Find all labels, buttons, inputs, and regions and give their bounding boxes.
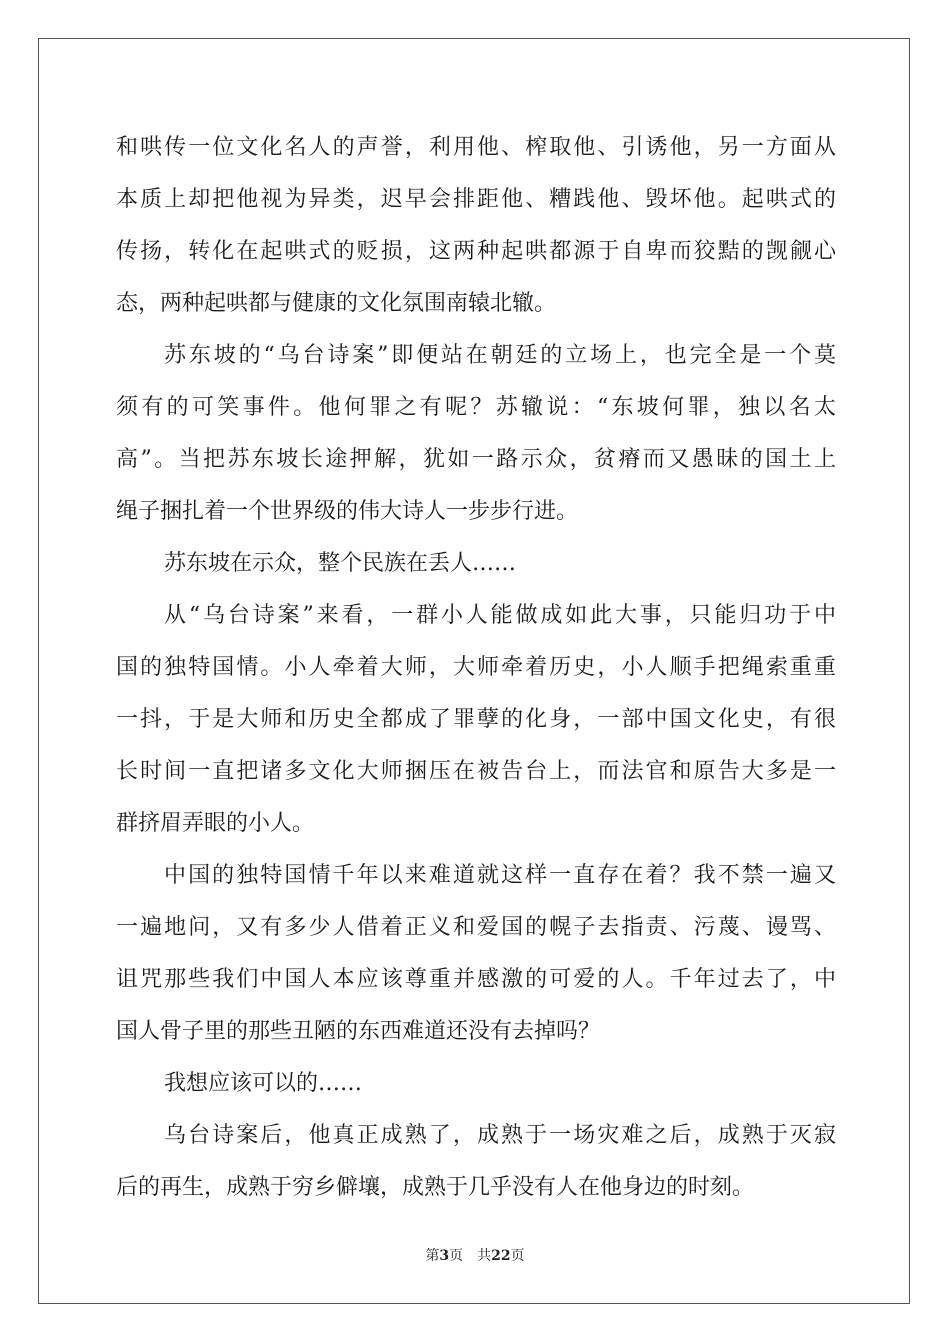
- total-pages: 22: [491, 1248, 511, 1264]
- text-line: 乌台诗案后，他真正成熟了，成熟于一场灾难之后，成熟于灭寂: [164, 1123, 836, 1148]
- total-prefix: 共: [477, 1248, 492, 1264]
- page-suffix: 页: [449, 1248, 464, 1264]
- page-prefix: 第: [425, 1248, 440, 1264]
- paragraph-6: [116, 1058, 836, 1110]
- paragraph-5: [116, 850, 836, 1058]
- paragraph-2: [116, 330, 836, 538]
- page-footer: [0, 1245, 950, 1265]
- text-line: 中国的独特国情千年以来难道就这样一直存在着？我不禁一遍又: [164, 863, 836, 888]
- paragraph-1: [116, 122, 836, 330]
- paragraph-4: [116, 590, 836, 850]
- text-line: 苏东坡的“乌台诗案”即便站在朝廷的立场上，也完全是一个莫: [164, 343, 836, 368]
- text-line: 长时间一直把诸多文化大师捆压在被告台上，而法官和原告大多是一: [116, 759, 836, 784]
- total-suffix: 页: [510, 1248, 525, 1264]
- text-line: 我想应该可以的……: [164, 1071, 363, 1096]
- document-body: [116, 122, 836, 1214]
- text-line: 一遍地问，又有多少人借着正义和爱国的幌子去指责、污蔑、谩骂、: [116, 915, 836, 940]
- text-line: 从“乌台诗案”来看，一群小人能做成如此大事，只能归功于中: [164, 603, 836, 628]
- text-line: 国的独特国情。小人牵着大师，大师牵着历史，小人顺手把绳索重重: [116, 655, 836, 680]
- text-line: 态，两种起哄都与健康的文化氛围南辕北辙。: [116, 291, 557, 316]
- text-line: 后的再生，成熟于穷乡僻壤，成熟于几乎没有人在他身边的时刻。: [116, 1175, 755, 1200]
- text-line: 苏东坡在示众，整个民族在丢人……: [164, 551, 517, 576]
- text-line: 传扬，转化在起哄式的贬损，这两种起哄都源于自卑而狡黠的觊觎心: [116, 239, 836, 264]
- text-line: 群挤眉弄眼的小人。: [116, 811, 315, 836]
- paragraph-3: [116, 538, 836, 590]
- text-line: 高”。当把苏东坡长途押解，犹如一路示众，贫瘠而又愚昧的国土上: [116, 447, 836, 472]
- page-number: 3: [439, 1248, 450, 1264]
- text-line: 国人骨子里的那些丑陋的东西难道还没有去掉吗？: [116, 1019, 601, 1044]
- text-line: 本质上却把他视为异类，迟早会排距他、糟践他、毁坏他。起哄式的: [116, 187, 836, 212]
- text-line: 诅咒那些我们中国人本应该尊重并感激的可爱的人。千年过去了，中: [116, 967, 836, 992]
- text-line: 一抖，于是大师和历史全都成了罪孽的化身，一部中国文化史，有很: [116, 707, 836, 732]
- text-line: 绳子捆扎着一个世界级的伟大诗人一步步行进。: [116, 499, 579, 524]
- text-line: 须有的可笑事件。他何罪之有呢？苏辙说：“东坡何罪，独以名太: [116, 395, 836, 420]
- paragraph-7: [116, 1110, 836, 1214]
- text-line: 和哄传一位文化名人的声誉，利用他、榨取他、引诱他，另一方面从: [116, 135, 836, 160]
